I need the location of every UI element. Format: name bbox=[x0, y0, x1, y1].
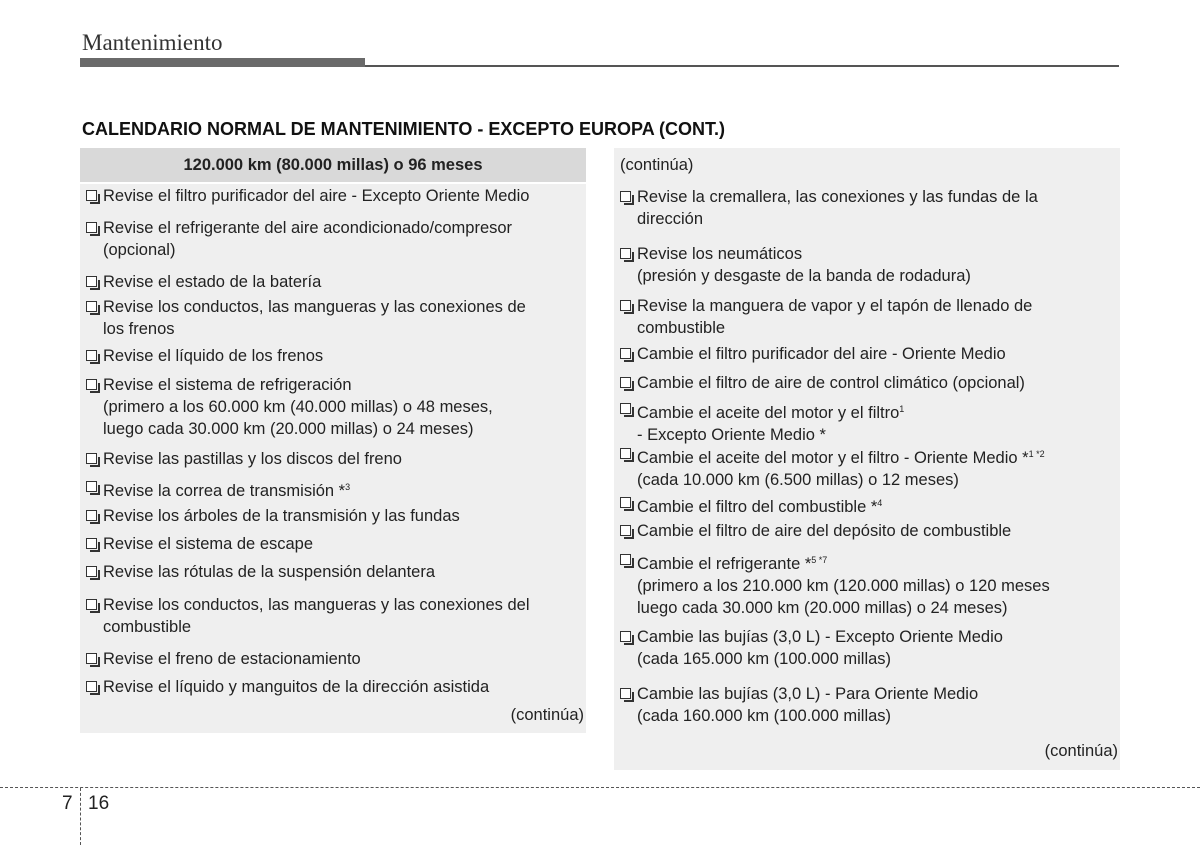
item-text-line bbox=[103, 239, 582, 261]
checklist-item bbox=[84, 676, 582, 698]
left-column-heading: 120.000 km (80.000 millas) o 96 meses bbox=[80, 148, 586, 184]
checkbox-icon bbox=[86, 301, 97, 312]
header-bar bbox=[80, 58, 365, 67]
checkbox-icon bbox=[620, 448, 631, 459]
item-text-line bbox=[637, 683, 1116, 705]
item-text-line bbox=[103, 318, 582, 340]
checkbox-icon bbox=[620, 497, 631, 508]
item-text: Revise el sistema de escape bbox=[103, 535, 314, 553]
checkbox-icon bbox=[620, 377, 631, 388]
item-text: Cambie el filtro de aire del depósito de combustible bbox=[637, 522, 1012, 540]
item-text-line bbox=[103, 616, 582, 638]
checkbox-icon bbox=[620, 191, 631, 202]
item-text-line bbox=[103, 476, 582, 502]
item-text: (cada 165.000 km (100.000 millas) bbox=[637, 650, 892, 668]
footnote-marker: 1 *2 bbox=[1028, 449, 1045, 459]
checkbox-icon bbox=[86, 599, 97, 610]
item-text-line bbox=[103, 505, 582, 527]
item-text: Revise el freno de estacionamiento bbox=[103, 650, 361, 668]
item-text: Cambie el refrigerante * bbox=[637, 555, 812, 573]
item-text: Revise el estado de la batería bbox=[103, 273, 322, 291]
section-title: CALENDARIO NORMAL DE MANTENIMIENTO - EXCEPTO EUROPA (CONT.) bbox=[82, 119, 726, 139]
checklist-item bbox=[618, 683, 1116, 727]
item-text-line bbox=[637, 443, 1116, 469]
checklist-item bbox=[618, 626, 1116, 670]
item-text-line bbox=[103, 594, 582, 616]
item-text: - Excepto Oriente Medio * bbox=[637, 426, 826, 444]
item-text: Revise las rótulas de la suspensión delantera bbox=[103, 563, 436, 581]
checklist-item bbox=[84, 217, 582, 261]
item-text-line bbox=[103, 561, 582, 583]
right-continues-label: (continúa) bbox=[1044, 742, 1118, 760]
checkbox-icon bbox=[620, 348, 631, 359]
item-text-line bbox=[103, 345, 582, 367]
item-text-line bbox=[637, 549, 1116, 575]
item-text: Cambie el aceite del motor y el filtro - Oriente Medio * bbox=[637, 449, 1029, 467]
item-text-line bbox=[103, 296, 582, 318]
item-text: Revise las pastillas y los discos del freno bbox=[103, 450, 402, 468]
item-text: (opcional) bbox=[103, 241, 176, 259]
item-text: Revise la cremallera, las conexiones y las fundas de la bbox=[637, 188, 1038, 206]
item-text-line bbox=[637, 186, 1116, 208]
checklist-item bbox=[84, 594, 582, 638]
item-text-line bbox=[637, 265, 1116, 287]
checkbox-icon bbox=[86, 510, 97, 521]
item-text-line bbox=[637, 648, 1116, 670]
footnote-marker: 5 *7 bbox=[811, 555, 828, 565]
checkbox-icon bbox=[86, 653, 97, 664]
right-continued-label: (continúa) bbox=[620, 156, 694, 174]
item-text-line bbox=[637, 343, 1116, 365]
checklist-item bbox=[84, 345, 582, 367]
item-text-line bbox=[637, 492, 1116, 518]
item-text: Revise los árboles de la transmisión y las fundas bbox=[103, 507, 460, 525]
checklist-item bbox=[84, 648, 582, 670]
item-text: (primero a los 60.000 km (40.000 millas) o 48 meses, bbox=[103, 398, 493, 416]
checkbox-icon bbox=[620, 248, 631, 259]
item-text-line bbox=[103, 418, 582, 440]
item-text-line bbox=[637, 372, 1116, 394]
checklist-item bbox=[618, 549, 1116, 619]
page-number: 16 bbox=[88, 793, 110, 814]
item-text-line bbox=[637, 398, 1116, 424]
right-column bbox=[614, 148, 1120, 770]
item-text-line bbox=[103, 448, 582, 470]
checkbox-icon bbox=[620, 525, 631, 536]
item-text: Revise el sistema de refrigeración bbox=[103, 376, 352, 394]
left-continues-label: (continúa) bbox=[510, 706, 584, 724]
item-text: Revise la manguera de vapor y el tapón de llenado de bbox=[637, 297, 1033, 315]
checkbox-icon bbox=[620, 300, 631, 311]
left-column bbox=[80, 148, 586, 733]
item-text-line bbox=[637, 520, 1116, 542]
item-text: los frenos bbox=[103, 320, 175, 338]
checklist-item bbox=[618, 343, 1116, 365]
checklist-item bbox=[84, 561, 582, 583]
chapter-number: 7 bbox=[62, 793, 73, 814]
checkbox-icon bbox=[620, 403, 631, 414]
item-text: dirección bbox=[637, 210, 704, 228]
item-text: Revise los conductos, las mangueras y las conexiones del bbox=[103, 596, 530, 614]
item-text-line bbox=[103, 217, 582, 239]
checkbox-icon bbox=[620, 688, 631, 699]
footer-dashed-rule bbox=[0, 787, 1200, 788]
item-text-line bbox=[103, 648, 582, 670]
checkbox-icon bbox=[86, 222, 97, 233]
checkbox-icon bbox=[620, 631, 631, 642]
item-text: Cambie las bujías (3,0 L) - Para Oriente Medio bbox=[637, 685, 979, 703]
item-text: Cambie el filtro purificador del aire - Oriente Medio bbox=[637, 345, 1006, 363]
checklist-item bbox=[84, 476, 582, 502]
item-text: Revise el líquido y manguitos de la dirección asistida bbox=[103, 678, 490, 696]
item-text-line bbox=[637, 626, 1116, 648]
checkbox-icon bbox=[86, 276, 97, 287]
checklist-item bbox=[84, 374, 582, 440]
item-text-line bbox=[637, 243, 1116, 265]
checklist-item bbox=[84, 271, 582, 293]
item-text: Revise el filtro purificador del aire - Excepto Oriente Medio bbox=[103, 187, 530, 205]
checkbox-icon bbox=[86, 379, 97, 390]
item-text: (presión y desgaste de la banda de rodadura) bbox=[637, 267, 971, 285]
item-text-line bbox=[103, 185, 582, 207]
checkbox-icon bbox=[86, 566, 97, 577]
item-text: Cambie el filtro del combustible * bbox=[637, 498, 878, 516]
checklist-item bbox=[618, 398, 1116, 446]
item-text: Revise la correa de transmisión * bbox=[103, 482, 346, 500]
checklist-item bbox=[618, 243, 1116, 287]
checkbox-icon bbox=[86, 350, 97, 361]
item-text-line bbox=[637, 597, 1116, 619]
item-text: Revise el refrigerante del aire acondicionado/compresor bbox=[103, 219, 513, 237]
item-text: (cada 160.000 km (100.000 millas) bbox=[637, 707, 892, 725]
header-title: Mantenimiento bbox=[82, 30, 223, 55]
item-text: Revise los conductos, las mangueras y las conexiones de bbox=[103, 298, 526, 316]
checklist-item bbox=[84, 296, 582, 340]
checkbox-icon bbox=[86, 453, 97, 464]
item-text-line bbox=[103, 676, 582, 698]
item-text: Revise los neumáticos bbox=[637, 245, 803, 263]
checkbox-icon bbox=[86, 481, 97, 492]
checklist-item bbox=[84, 505, 582, 527]
item-text-line bbox=[637, 575, 1116, 597]
item-text: (primero a los 210.000 km (120.000 millas) o 120 meses bbox=[637, 577, 1050, 595]
checklist-item bbox=[618, 443, 1116, 491]
item-text-line bbox=[637, 705, 1116, 727]
item-text-line bbox=[637, 208, 1116, 230]
item-text: combustible bbox=[103, 618, 192, 636]
item-text: Cambie el filtro de aire de control climático (opcional) bbox=[637, 374, 1025, 392]
checklist-item bbox=[84, 185, 582, 207]
item-text: luego cada 30.000 km (20.000 millas) o 24 meses) bbox=[637, 599, 1008, 617]
checklist-item bbox=[618, 492, 1116, 518]
item-text-line bbox=[103, 396, 582, 418]
header-rule bbox=[365, 65, 1119, 67]
checklist-item bbox=[84, 533, 582, 555]
checklist-item bbox=[84, 448, 582, 470]
item-text-line bbox=[103, 533, 582, 555]
item-text: Cambie el aceite del motor y el filtro bbox=[637, 404, 900, 422]
item-text: Cambie las bujías (3,0 L) - Excepto Oriente Medio bbox=[637, 628, 1003, 646]
item-text: luego cada 30.000 km (20.000 millas) o 24 meses) bbox=[103, 420, 474, 438]
checklist-item bbox=[618, 186, 1116, 230]
checkbox-icon bbox=[620, 554, 631, 565]
checkbox-icon bbox=[86, 190, 97, 201]
item-text: Revise el líquido de los frenos bbox=[103, 347, 324, 365]
footer-dashed-divider bbox=[80, 788, 81, 845]
checklist-item bbox=[618, 295, 1116, 339]
item-text-line bbox=[103, 271, 582, 293]
item-text-line bbox=[637, 469, 1116, 491]
item-text: (cada 10.000 km (6.500 millas) o 12 meses) bbox=[637, 471, 959, 489]
checklist-item bbox=[618, 520, 1116, 542]
item-text: combustible bbox=[637, 319, 726, 337]
checkbox-icon bbox=[86, 681, 97, 692]
footnote-marker: 3 bbox=[345, 482, 351, 492]
footnote-marker: 1 bbox=[899, 404, 905, 414]
checklist-item bbox=[618, 372, 1116, 394]
item-text-line bbox=[637, 317, 1116, 339]
item-text-line bbox=[103, 374, 582, 396]
checkbox-icon bbox=[86, 538, 97, 549]
item-text-line bbox=[637, 295, 1116, 317]
footnote-marker: 4 bbox=[877, 498, 883, 508]
